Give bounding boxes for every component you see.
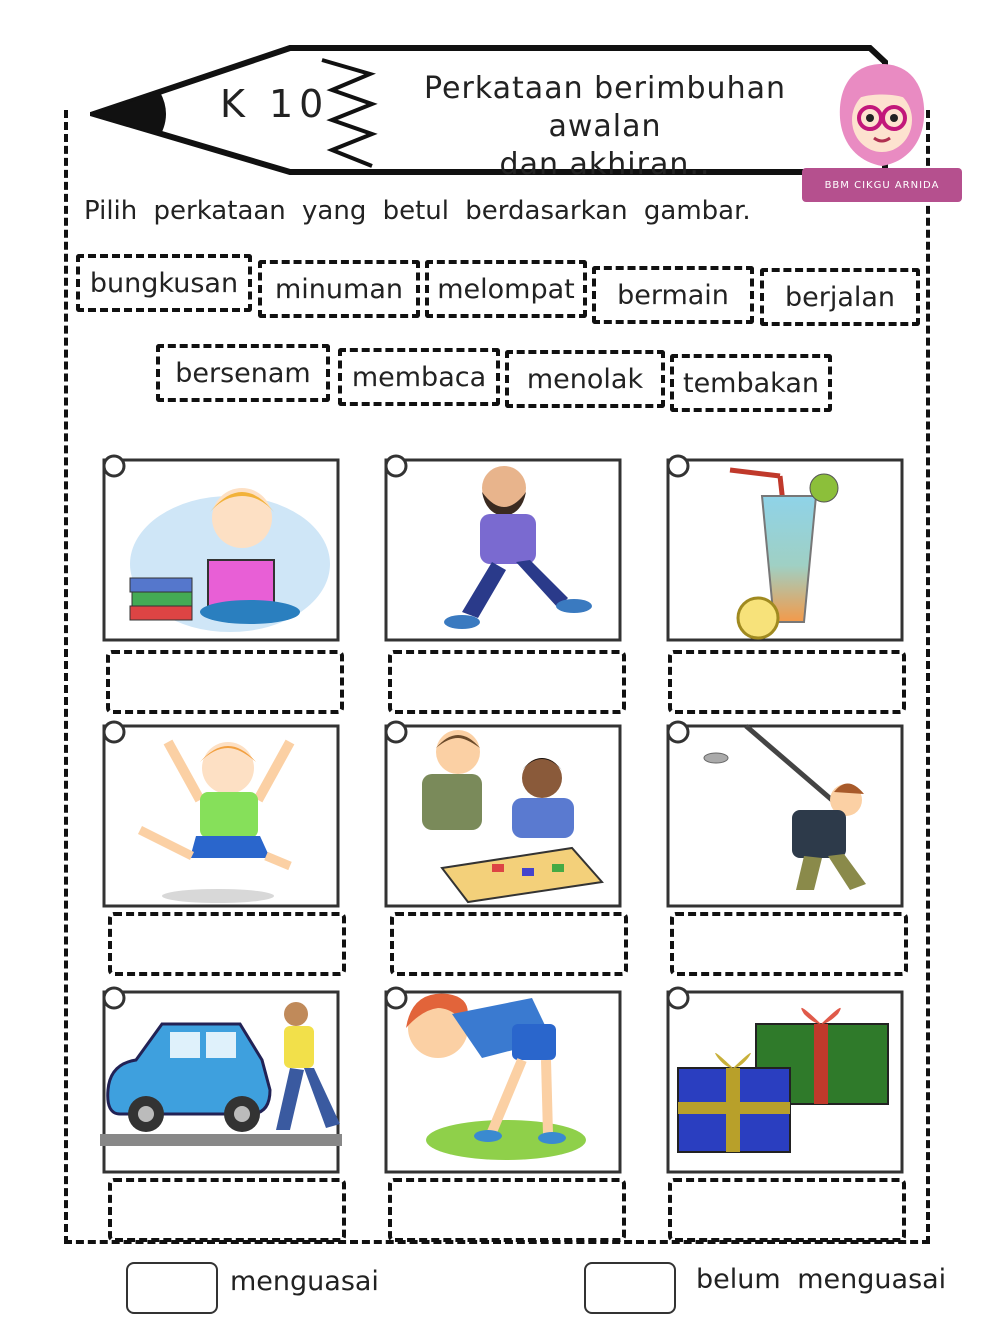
word-bank-item[interactable]: menolak (505, 350, 665, 408)
author-badge: BBM CIKGU ARNIDA (802, 168, 962, 202)
answer-box[interactable] (108, 1178, 346, 1242)
word-bank-item[interactable]: melompat (425, 260, 587, 318)
worksheet-code: K 10 (220, 82, 330, 126)
answer-box[interactable] (668, 650, 906, 714)
word-bank-item[interactable]: berjalan (760, 268, 920, 326)
answer-box[interactable] (106, 650, 344, 714)
word-bank-item[interactable]: minuman (258, 260, 420, 318)
answer-box[interactable] (388, 1178, 626, 1242)
boy-reading-book-icon (100, 452, 342, 644)
answer-box[interactable] (670, 912, 908, 976)
answer-box[interactable] (390, 912, 628, 976)
juice-drink-icon (664, 452, 906, 644)
not-mastered-checkbox[interactable] (584, 1262, 676, 1314)
gift-boxes-icon (664, 984, 906, 1176)
boy-jumping-icon (100, 718, 342, 910)
man-pushing-car-icon (100, 984, 342, 1176)
title-line-2: dan akhiran.. (499, 147, 711, 182)
girl-exercising-icon (382, 984, 624, 1176)
title-line-1: Perkataan berimbuhan awalan (424, 71, 786, 144)
man-shooting-gun-icon (664, 718, 906, 910)
answer-box[interactable] (668, 1178, 906, 1242)
mastered-checkbox[interactable] (126, 1262, 218, 1314)
worksheet-title (390, 70, 820, 184)
not-mastered-label: belum menguasai (696, 1264, 947, 1295)
mastered-label: menguasai (230, 1266, 379, 1297)
word-bank-item[interactable]: bungkusan (76, 254, 252, 312)
answer-box[interactable] (388, 650, 626, 714)
word-bank-item[interactable]: membaca (338, 348, 500, 406)
word-bank-item[interactable]: bermain (592, 266, 754, 324)
instruction-text: Pilih perkataan yang betul berdasarkan gambar. (84, 196, 751, 226)
answer-box[interactable] (108, 912, 346, 976)
teacher-mascot-icon (832, 58, 932, 170)
children-playing-board-game-icon (382, 718, 624, 910)
word-bank-item[interactable]: bersenam (156, 344, 330, 402)
man-walking-icon (382, 452, 624, 644)
word-bank-item[interactable]: tembakan (670, 354, 832, 412)
